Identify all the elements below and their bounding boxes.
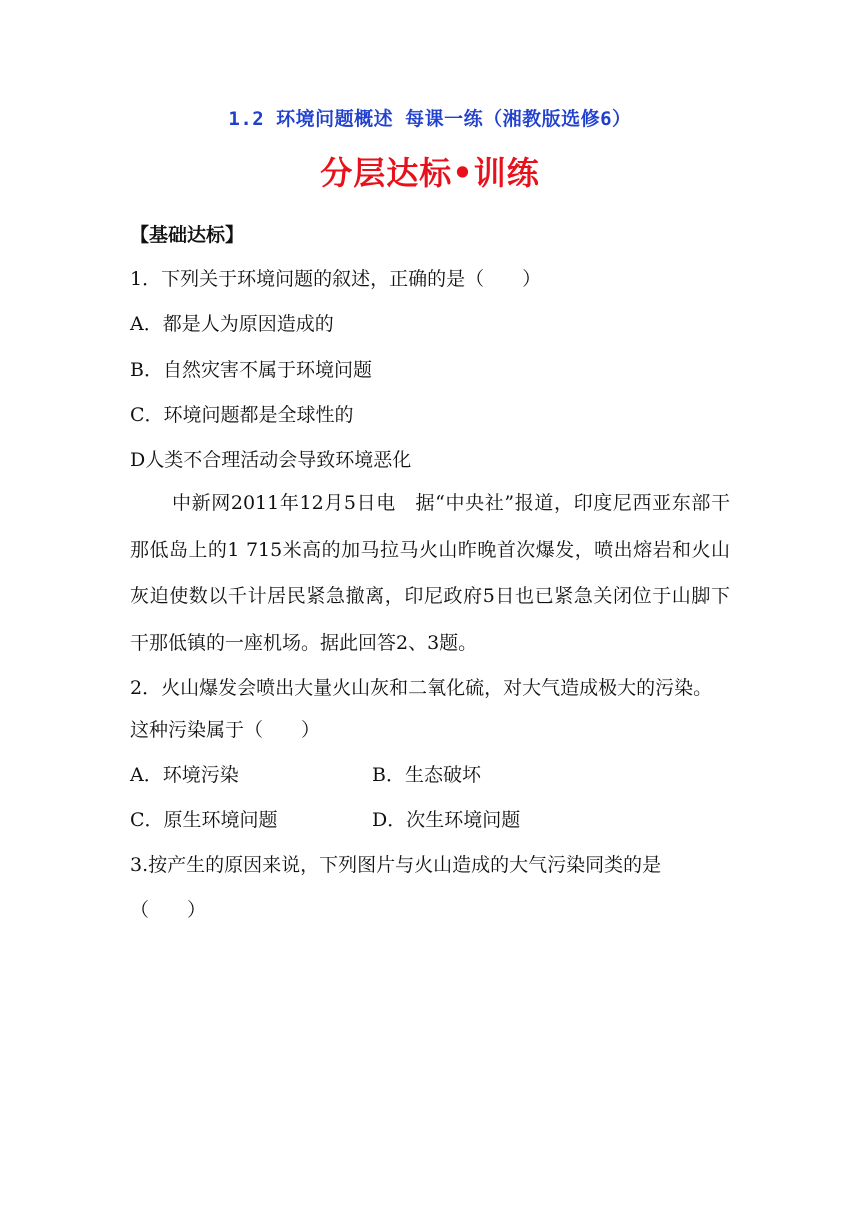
question-1-option-d: D人类不合理活动会导致环境恶化 (130, 449, 412, 471)
section-subtitle: 分层达标•训练 (320, 154, 540, 192)
question-2-option-a: A．环境污染 (130, 764, 239, 786)
question-2-stem-line-2: 这种污染属于（ ） (130, 719, 321, 741)
question-3-stem-line-2: （ ） (130, 899, 207, 921)
question-1-option-b: B．自然灾害不属于环境问题 (130, 359, 372, 381)
question-2-option-d: D．次生环境问题 (372, 809, 521, 831)
question-2-stem-line-1: 2．火山爆发会喷出大量火山灰和二氧化硫，对大气造成极大的污染。 (130, 677, 713, 699)
question-2-option-c: C．原生环境问题 (130, 809, 278, 831)
question-3-stem-line-1: 3.按产生的原因来说，下列图片与火山造成的大气污染同类的是 (130, 854, 662, 876)
document-title: 1.2 环境问题概述 每课一练（湘教版选修6） (228, 108, 632, 130)
news-passage: 中新网2011年12月5日电 据“中央社”报道，印度尼西亚东部干那低岛上的1 715米高的加马拉马火山昨晚首次爆发，喷出熔岩和火山灰迫使数以千计居民紧急撤离，印尼政府5日也已紧急关闭位于山脚下干那低镇的一座机场。据此回答2、3题。 (130, 492, 730, 654)
question-1-stem: 1．下列关于环境问题的叙述，正确的是（ ） (130, 268, 542, 290)
question-1-option-c: C．环境问题都是全球性的 (130, 404, 354, 426)
section-heading: 【基础达标】 (130, 224, 245, 246)
question-2-option-b: B．生态破坏 (372, 764, 481, 786)
question-1-option-a: A．都是人为原因造成的 (130, 313, 334, 335)
